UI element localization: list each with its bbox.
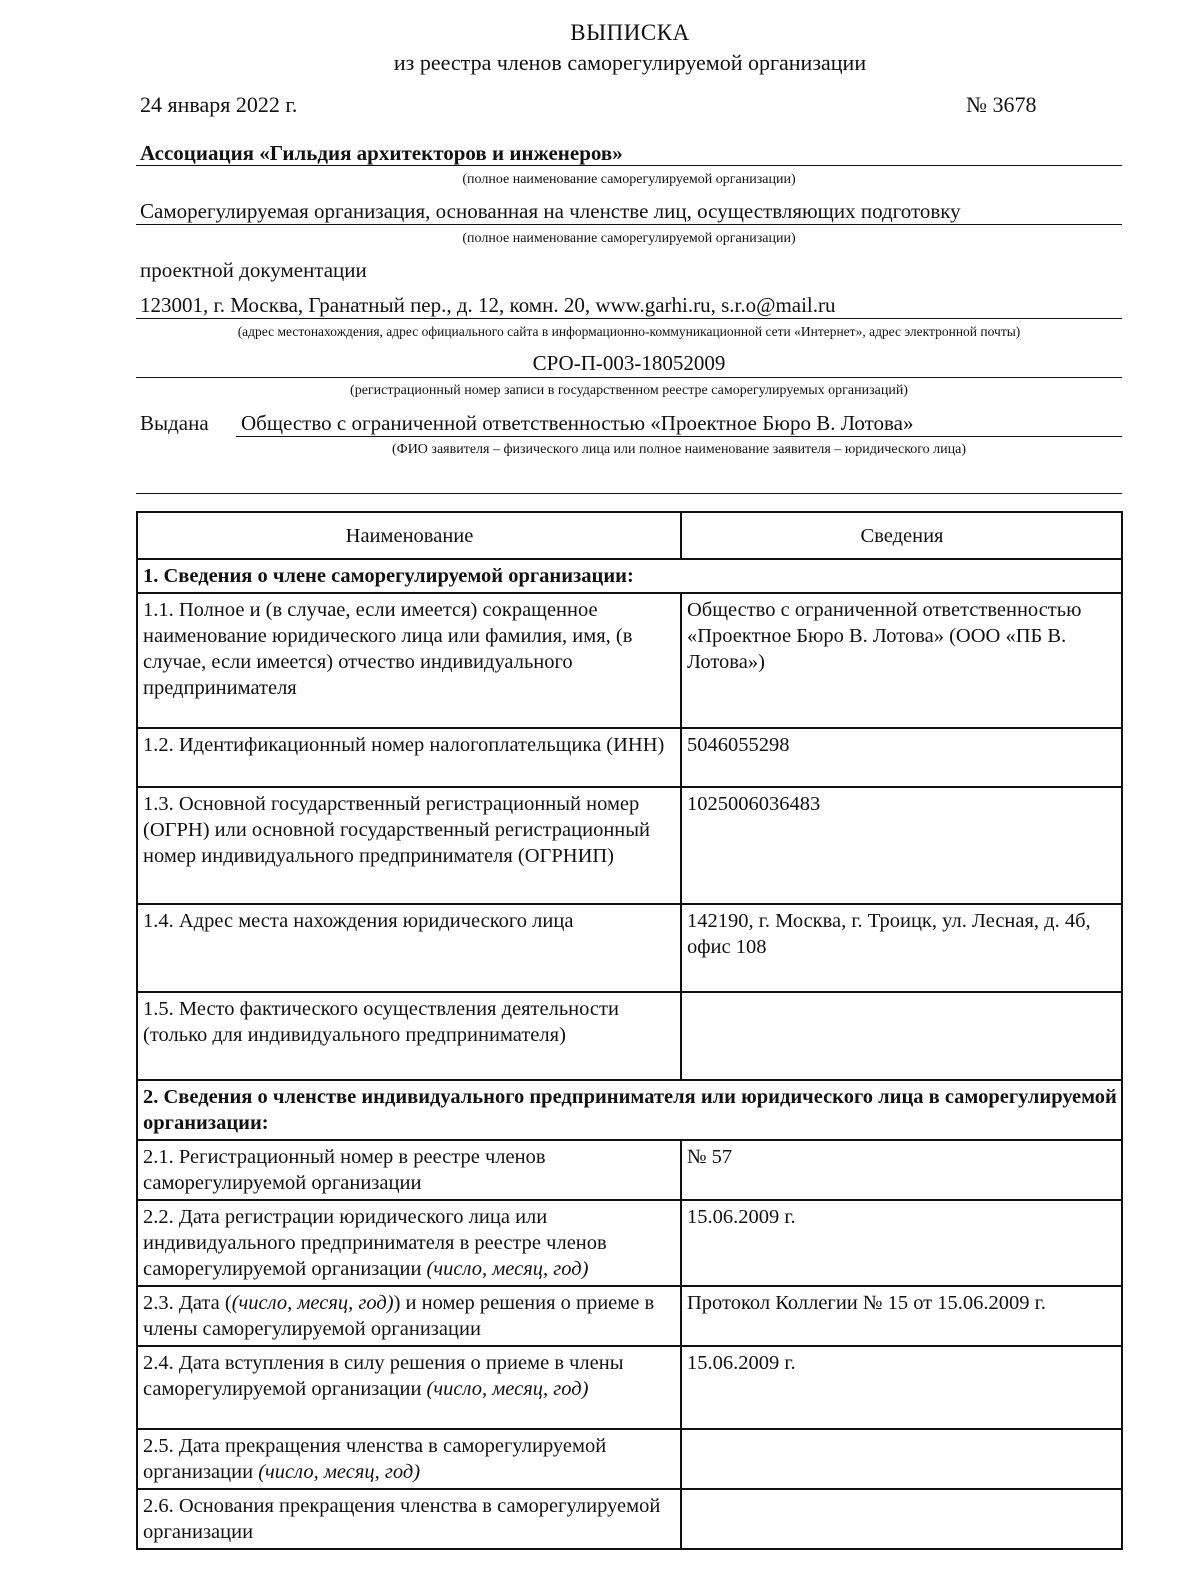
issued-caption: (ФИО заявителя – физического лица или полное наименование заявителя – юридического лица) [391, 442, 967, 457]
row-2-2-label-text: 2.2. Дата регистрации юридического лица или индивидуального предпринимателя в реестре членов саморегулируемой организации [143, 1206, 607, 1280]
document-title: ВЫПИСКА [570, 20, 690, 45]
table-row [137, 1200, 1122, 1286]
document-subtitle: из реестра членов саморегулируемой организации [393, 50, 867, 75]
row-2-3-value: Протокол Коллегии № 15 от 15.06.2009 г. [681, 1286, 1122, 1346]
row-2-2-value: 15.06.2009 г. [681, 1200, 1122, 1286]
organization-description-caption: (полное наименование саморегулируемой организации) [462, 231, 796, 246]
row-1-2-label: 1.2. Идентификационный номер налогоплательщика (ИНН) [137, 728, 681, 787]
row-2-1-value: № 57 [681, 1140, 1122, 1200]
row-2-5-label [137, 1429, 681, 1489]
row-1-3-label: 1.3. Основной государственный регистрационный номер (ОГРН) или основной государственный регистрационный номер индивидуального предпринимателя (ОГРНИП) [137, 787, 681, 904]
issued-label: Выдана [140, 411, 209, 435]
row-2-1-label: 2.1. Регистрационный номер в реестре членов саморегулируемой организации [137, 1140, 681, 1200]
row-2-5-date-hint: (число, месяц, год) [258, 1461, 421, 1483]
table-row [137, 728, 1122, 787]
row-2-6-label: 2.6. Основания прекращения членства в саморегулируемой организации [137, 1489, 681, 1549]
row-2-4-label-text: 2.4. Дата вступления в силу решения о приеме в члены саморегулируемой организации [143, 1352, 624, 1400]
organization-name-caption: (полное наименование саморегулируемой организации) [462, 172, 796, 187]
document-number: № 3678 [966, 92, 1037, 117]
table-row [137, 787, 1122, 904]
section-row [137, 559, 1122, 593]
column-header-info: Сведения [681, 512, 1122, 559]
section-2-heading: 2. Сведения о членстве индивидуального предпринимателя или юридического лица в саморегулируемой организации: [137, 1080, 1122, 1140]
row-1-1-label: 1.1. Полное и (в случае, если имеется) сокращенное наименование юридического лица или фамилия, имя, (в случае, если имеется) отчество индивидуального предпринимателя [137, 593, 681, 728]
row-1-1-value: Общество с ограниченной ответственностью «Проектное Бюро В. Лотова» (ООО «ПБ В. Лотова») [681, 593, 1122, 728]
registry-number-caption: (регистрационный номер записи в государственном реестре саморегулируемых организаций) [350, 383, 908, 398]
organization-description-line2: проектной документации [140, 258, 367, 282]
row-2-2-date-hint: (число, месяц, год) [426, 1258, 589, 1280]
row-1-2-value: 5046055298 [681, 728, 1122, 787]
table-row [137, 1286, 1122, 1346]
membership-table [136, 511, 1123, 1550]
row-1-4-label: 1.4. Адрес места нахождения юридического лица [137, 904, 681, 992]
column-header-name: Наименование [137, 512, 681, 559]
row-2-3-label-suffix: и номер решения о приеме в члены саморегулируемой организации [143, 1292, 655, 1340]
row-2-5-label-text: 2.5. Дата прекращения членства в саморегулируемой организации [143, 1435, 607, 1483]
row-2-3-date-hint: (число, месяц, год) [231, 1292, 394, 1314]
issued-underline [236, 436, 1122, 437]
table-row [137, 1346, 1122, 1429]
row-2-4-value: 15.06.2009 г. [681, 1346, 1122, 1429]
table-row [137, 1140, 1122, 1200]
organization-name: Ассоциация «Гильдия архитекторов и инженеров» [140, 141, 623, 165]
organization-address-underline [136, 318, 1122, 319]
table-row [137, 593, 1122, 728]
row-2-4-label [137, 1346, 681, 1429]
row-1-3-value: 1025006036483 [681, 787, 1122, 904]
row-1-5-value [681, 992, 1122, 1080]
row-2-6-value [681, 1489, 1122, 1549]
section-1-heading: 1. Сведения о члене саморегулируемой организации: [137, 559, 1122, 593]
row-2-4-date-hint: (число, месяц, год) [426, 1378, 589, 1400]
document-date: 24 января 2022 г. [140, 92, 298, 117]
table-row [137, 904, 1122, 992]
issued-value: Общество с ограниченной ответственностью «Проектное Бюро В. Лотова» [241, 411, 914, 435]
row-1-4-value: 142190, г. Москва, г. Троицк, ул. Лесная, д. 4б, офис 108 [681, 904, 1122, 992]
row-2-5-value [681, 1429, 1122, 1489]
organization-description-line1: Саморегулируемая организация, основанная на членстве лиц, осуществляющих подготовку [140, 199, 961, 223]
row-1-5-label: 1.5. Место фактического осуществления деятельности (только для индивидуального предпринимателя) [137, 992, 681, 1080]
registry-number-underline [136, 377, 1122, 378]
table-row [137, 992, 1122, 1080]
organization-name-underline [136, 165, 1122, 166]
table-row [137, 1489, 1122, 1549]
separator-line [136, 493, 1122, 494]
organization-description-underline [136, 224, 1122, 225]
section-row [137, 1080, 1122, 1140]
row-2-3-label-prefix: 2.3. Дата [143, 1292, 220, 1314]
organization-address: 123001, г. Москва, Гранатный пер., д. 12, комн. 20, www.garhi.ru, s.r.o@mail.ru [140, 293, 836, 317]
registry-number: СРО-П-003-18052009 [532, 351, 726, 375]
table-header-row [137, 512, 1122, 559]
row-2-2-label [137, 1200, 681, 1286]
table-row [137, 1429, 1122, 1489]
organization-address-caption: (адрес местонахождения, адрес официального сайта в информационно-коммуникационной сети «Интернет», адрес электронной почты) [237, 324, 1021, 339]
row-2-3-label: 2.3. Дата ((число, месяц, год)) и номер решения о приеме в члены саморегулируемой организации [137, 1286, 681, 1346]
